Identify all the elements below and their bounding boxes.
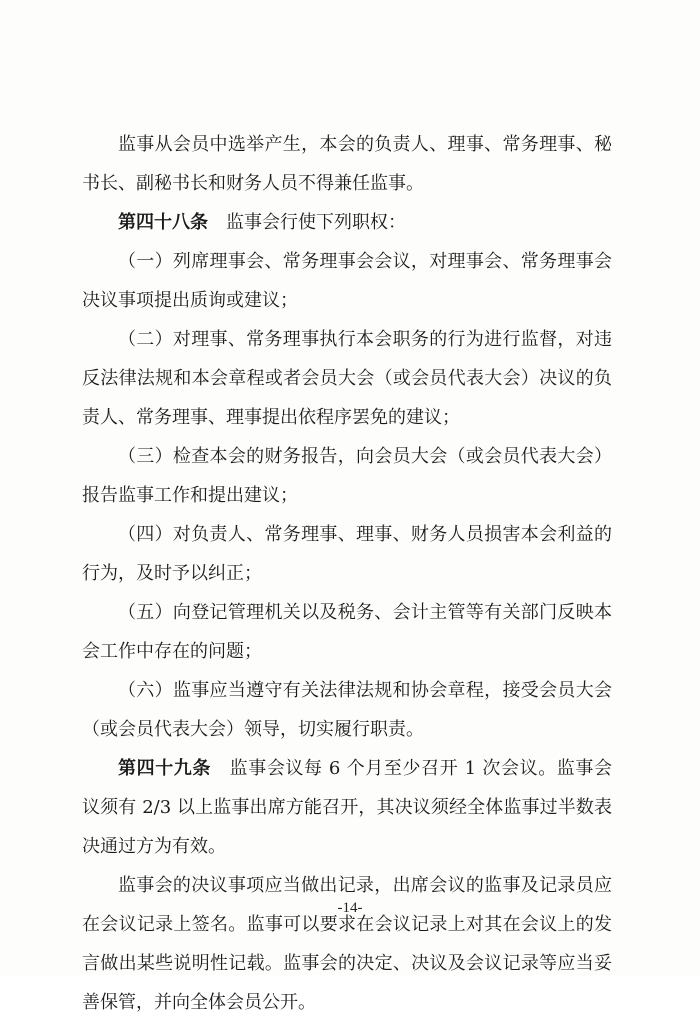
article-number: 第四十九条: [118, 758, 212, 779]
paragraph-item-5: [82, 593, 612, 671]
paragraph-item-2: [82, 320, 612, 437]
paragraph-item-3: [82, 437, 612, 515]
paragraph-text: （三）检查本会的财务报告，向会员大会（或会员代表大会）报告监事工作和提出建议；: [82, 446, 612, 506]
article-number: 第四十八条: [118, 212, 208, 233]
document-body: [82, 125, 612, 1022]
paragraph-text: 监事会议每 6 个月至少召开 1 次会议。监事会议须有 2/3 以上监事出席方能召开，其决议须经全体监事过半数表决通过方为有效。: [82, 758, 613, 857]
paragraph-text: （二）对理事、常务理事执行本会职务的行为进行监督，对违反法律法规和本会章程或者会员大会（或会员代表大会）决议的负责人、常务理事、理事提出依程序罢免的建议；: [82, 329, 612, 428]
paragraph-text: （四）对负责人、常务理事、理事、财务人员损害本会利益的行为，及时予以纠正；: [82, 524, 612, 584]
paragraph-text: 监事会的决议事项应当做出记录，出席会议的监事及记录员应在会议记录上签名。监事可以要求在会议记录上对其在会议上的发言做出某些说明性记载。监事会的决定、决议及会议记录等应当妥善保管，并向全体会员公开。: [82, 875, 612, 1013]
paragraph-article-49: [82, 749, 612, 866]
paragraph-text: （一）列席理事会、常务理事会会议，对理事会、常务理事会决议事项提出质询或建议；: [82, 251, 612, 311]
paragraph-text: 监事会行使下列职权：: [208, 212, 406, 233]
paragraph-text: （五）向登记管理机关以及税务、会计主管等有关部门反映本会工作中存在的问题；: [82, 602, 612, 662]
paragraph-item-1: [82, 242, 612, 320]
page-number: -14-: [337, 900, 363, 916]
paragraph-text: （六）监事应当遵守有关法律法规和协会章程，接受会员大会（或会员代表大会）领导，切实履行职责。: [82, 680, 612, 740]
paragraph-article-48: [82, 203, 612, 242]
paragraph-item-4: [82, 515, 612, 593]
paragraph-supervisor-eligibility: [82, 125, 612, 203]
paragraph-item-6: [82, 671, 612, 749]
paragraph-text: 监事从会员中选举产生，本会的负责人、理事、常务理事、秘书长、副秘书长和财务人员不得兼任监事。: [82, 134, 612, 194]
paragraph-meeting-records: [82, 866, 612, 1022]
